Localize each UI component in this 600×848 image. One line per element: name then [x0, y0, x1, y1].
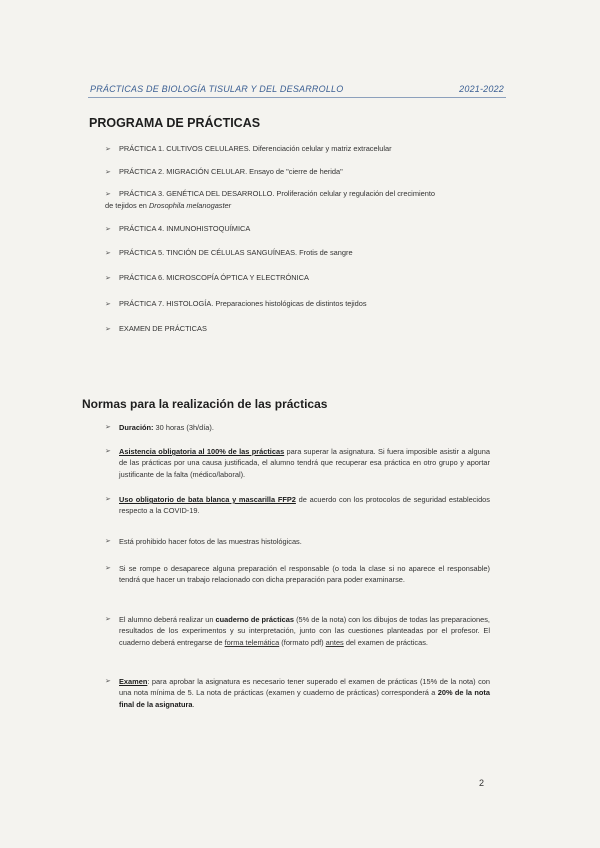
header-title: PRÁCTICAS DE BIOLOGÍA TISULAR Y DEL DESARROLLO [90, 84, 344, 94]
norma-examen: ➢ Examen: para aprobar la asignatura es necesario tener superado el examen de prácticas (15% de la nota) con una nota mínima de 5. La nota de prácticas (examen y cuaderno de prácticas) corresponderá a 20% de la nota final de la asignatura. [105, 677, 491, 709]
programa-item-2: ➢ PRÁCTICA 2. MIGRACIÓN CELULAR. Ensayo de "cierre de herida" [105, 166, 485, 178]
programa-item-1: ➢ PRÁCTICA 1. CULTIVOS CELULARES. Diferenciación celular y matriz extracelular [105, 143, 485, 155]
programa-item-7: ➢ PRÁCTICA 7. HISTOLOGÍA. Preparaciones histológicas de distintos tejidos [105, 298, 485, 310]
programa-item-6: ➢ PRÁCTICA 6. MICROSCOPÍA ÓPTICA Y ELECTRÓNICA [105, 272, 485, 284]
norma-cuaderno: ➢ El alumno deberá realizar un cuaderno de prácticas (5% de la nota) con los dibujos de todas las preparaciones, resultados de los experimentos y su interpretación, junto con las cuestiones planteadas por el profesor. El cuaderno deberá entregarse de forma telemática (formato pdf) antes del examen de prácticas. [105, 615, 490, 647]
bullet-arrow-icon: ➢ [105, 616, 111, 623]
header-divider [88, 97, 506, 98]
bullet-arrow-icon: ➢ [105, 496, 111, 503]
programa-item-4: ➢ PRÁCTICA 4. INMUNOHISTOQUÍMICA [105, 223, 485, 235]
programa-item-5: ➢ PRÁCTICA 5. TINCIÓN DE CÉLULAS SANGUÍNEAS. Frotis de sangre [105, 247, 485, 259]
bullet-arrow-icon: ➢ [105, 169, 111, 176]
norma-duracion: ➢ Duración: 30 horas (3h/día). [105, 423, 214, 432]
programa-heading: PROGRAMA DE PRÁCTICAS [89, 116, 261, 130]
bullet-arrow-icon: ➢ [105, 678, 111, 685]
bullet-arrow-icon: ➢ [105, 191, 111, 198]
bullet-arrow-icon: ➢ [105, 565, 111, 572]
bullet-arrow-icon: ➢ [105, 538, 111, 545]
norma-preparacion: ➢ Si se rompe o desaparece alguna preparación el responsable (o toda la clase si no aparece el responsable) tendrá que hacer un trabajo relacionado con dicha preparación para poder examinarse. [105, 564, 490, 585]
normas-heading: Normas para la realización de las prácticas [82, 397, 328, 411]
programa-item-3-continuation: de tejidos en Drosophila melanogaster [105, 201, 232, 211]
bullet-arrow-icon: ➢ [105, 275, 111, 282]
norma-bata-mascarilla: ➢ Uso obligatorio de bata blanca y mascarilla FFP2 de acuerdo con los protocolos de seguridad establecidos respecto a la COVID-19. [105, 495, 490, 516]
bullet-arrow-icon: ➢ [105, 146, 111, 153]
bullet-arrow-icon: ➢ [105, 424, 111, 431]
bullet-arrow-icon: ➢ [105, 226, 111, 233]
page-number: 2 [479, 778, 485, 788]
programa-item-3: ➢ PRÁCTICA 3. GENÉTICA DEL DESARROLLO. Proliferación celular y regulación del crecimiento de tejidos en Drosophila melanogaster [105, 188, 490, 211]
programa-item-8: ➢ EXAMEN DE PRÁCTICAS [105, 323, 485, 335]
bullet-arrow-icon: ➢ [105, 301, 111, 308]
page-header [90, 84, 504, 94]
norma-asistencia: ➢ Asistencia obligatoria al 100% de las prácticas para superar la asignatura. Si fuera imposible asistir a alguna de las prácticas por una causa justificada, el alumno tendrá que recuperar esa práctica en otro grupo y aportar justificante de la falta (médico/laboral). [105, 447, 490, 479]
header-year: 2021-2022 [459, 84, 504, 94]
bullet-arrow-icon: ➢ [105, 326, 111, 333]
norma-fotos: ➢ Está prohibido hacer fotos de las muestras histológicas. [105, 537, 302, 546]
bullet-arrow-icon: ➢ [105, 250, 111, 257]
bullet-arrow-icon: ➢ [105, 448, 111, 455]
